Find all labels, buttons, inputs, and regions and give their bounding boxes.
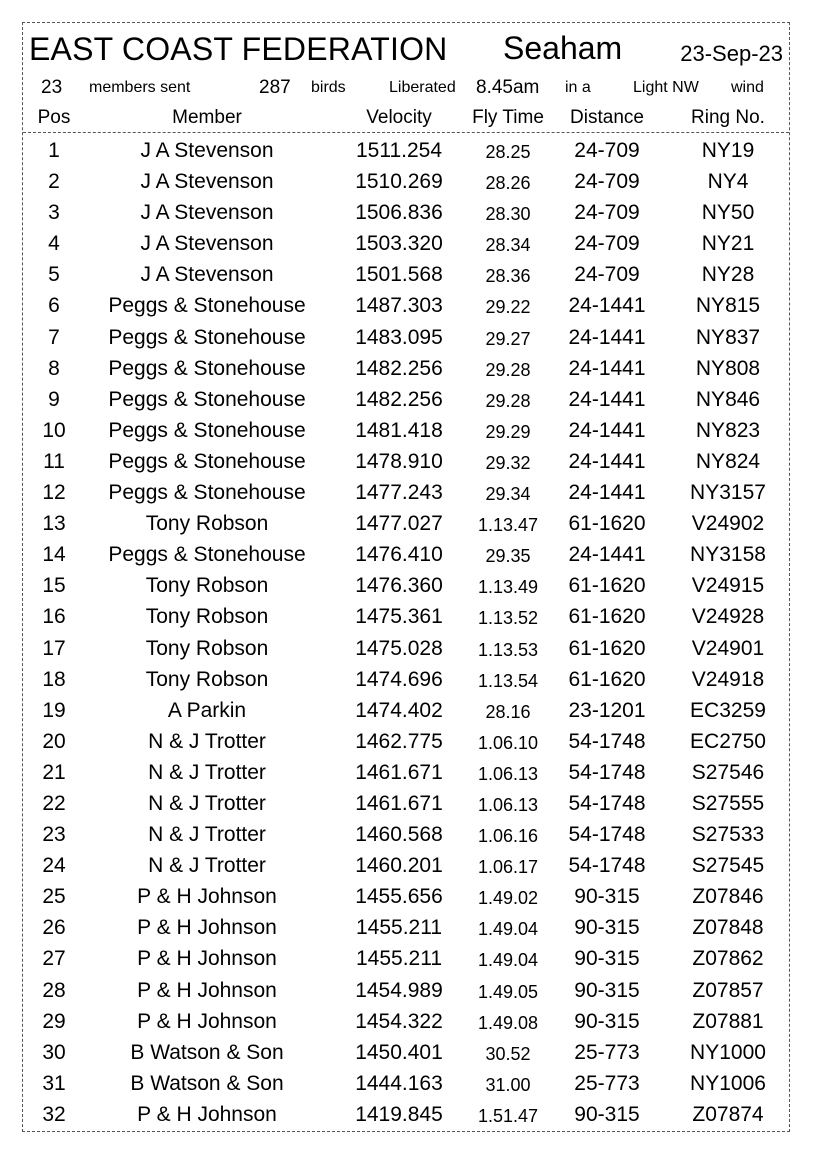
result-velocity: 1419.845 xyxy=(355,1102,443,1126)
result-velocity: 1455.656 xyxy=(355,885,443,909)
wind-label: wind xyxy=(731,79,764,96)
result-velocity: 1475.361 xyxy=(355,605,443,629)
result-ring: NY808 xyxy=(695,356,761,380)
result-distance: 25-773 xyxy=(574,1071,640,1095)
result-fly-time: 29.34 xyxy=(485,484,531,505)
result-ring: NY824 xyxy=(695,449,761,473)
result-pos: 15 xyxy=(42,574,66,598)
result-distance: 24-709 xyxy=(574,201,640,225)
result-velocity: 1478.910 xyxy=(355,449,443,473)
result-velocity: 1460.568 xyxy=(355,823,443,847)
result-ring: NY28 xyxy=(701,263,755,287)
result-distance: 54-1748 xyxy=(568,823,646,847)
result-fly-time: 31.00 xyxy=(485,1074,531,1095)
result-ring: NY3157 xyxy=(690,481,766,505)
title-row xyxy=(23,27,789,73)
table-row xyxy=(23,385,789,416)
result-fly-time: 1.49.05 xyxy=(477,981,539,1002)
members-count: 23 xyxy=(41,77,63,98)
result-member: N & J Trotter xyxy=(148,854,266,878)
federation-title: EAST COAST FEDERATION xyxy=(29,31,448,67)
result-velocity: 1454.322 xyxy=(355,1009,443,1033)
col-header-velocity: Velocity xyxy=(366,107,432,128)
result-pos: 8 xyxy=(48,356,60,380)
result-distance: 54-1748 xyxy=(568,760,646,784)
result-velocity: 1461.671 xyxy=(355,791,443,815)
result-distance: 54-1748 xyxy=(568,854,646,878)
result-pos: 26 xyxy=(42,916,66,940)
result-fly-time: 1.49.08 xyxy=(477,1012,539,1033)
result-pos: 20 xyxy=(42,729,66,753)
result-ring: EC3259 xyxy=(690,698,766,722)
result-distance: 24-1441 xyxy=(568,418,646,442)
result-distance: 90-315 xyxy=(574,1102,640,1126)
result-fly-time: 1.06.13 xyxy=(477,794,539,815)
result-pos: 17 xyxy=(42,636,66,660)
result-member: J A Stevenson xyxy=(140,139,274,162)
result-member: Tony Robson xyxy=(145,574,269,598)
result-distance: 90-315 xyxy=(574,916,640,940)
result-member: N & J Trotter xyxy=(148,760,266,784)
result-member: P & H Johnson xyxy=(137,947,277,971)
table-row xyxy=(23,260,789,291)
result-distance: 24-1441 xyxy=(568,356,646,380)
result-member: N & J Trotter xyxy=(148,729,266,753)
result-velocity: 1455.211 xyxy=(355,947,443,971)
birds-count: 287 xyxy=(259,77,291,98)
result-distance: 54-1748 xyxy=(568,729,646,753)
result-pos: 22 xyxy=(42,791,66,815)
result-distance: 24-1441 xyxy=(568,294,646,318)
result-distance: 61-1620 xyxy=(568,574,646,598)
table-row xyxy=(23,789,789,820)
result-ring: S27533 xyxy=(691,823,765,847)
result-ring: NY19 xyxy=(701,139,755,162)
table-row xyxy=(23,602,789,633)
result-distance: 24-1441 xyxy=(568,449,646,473)
result-pos: 21 xyxy=(42,760,66,784)
result-ring: Z07862 xyxy=(692,947,764,971)
result-pos: 5 xyxy=(48,263,60,287)
result-velocity: 1476.410 xyxy=(355,543,443,567)
result-distance: 25-773 xyxy=(574,1040,640,1064)
col-header-pos: Pos xyxy=(37,107,71,128)
table-row xyxy=(23,136,789,167)
result-pos: 30 xyxy=(42,1040,66,1064)
result-ring: NY21 xyxy=(701,232,755,256)
result-distance: 61-1620 xyxy=(568,512,646,536)
result-fly-time: 29.29 xyxy=(485,421,531,442)
result-velocity: 1487.303 xyxy=(355,294,443,318)
result-fly-time: 29.35 xyxy=(485,546,531,567)
result-member: J A Stevenson xyxy=(140,263,274,287)
result-member: Peggs & Stonehouse xyxy=(108,325,306,349)
table-row xyxy=(23,416,789,447)
result-velocity: 1450.401 xyxy=(355,1040,443,1064)
result-fly-time: 1.49.02 xyxy=(477,888,539,909)
result-ring: NY1000 xyxy=(690,1040,766,1064)
result-velocity: 1510.269 xyxy=(355,170,443,194)
table-row xyxy=(23,323,789,354)
result-distance: 54-1748 xyxy=(568,791,646,815)
result-member: Peggs & Stonehouse xyxy=(108,543,306,567)
result-member: J A Stevenson xyxy=(140,170,274,194)
result-ring: NY815 xyxy=(695,294,761,318)
result-ring: NY1006 xyxy=(690,1071,766,1095)
result-member: P & H Johnson xyxy=(137,1102,277,1126)
result-velocity: 1462.775 xyxy=(355,729,443,753)
table-row xyxy=(23,229,789,260)
table-row xyxy=(23,727,789,758)
result-fly-time: 28.16 xyxy=(485,701,531,722)
table-row xyxy=(23,634,789,665)
result-fly-time: 29.28 xyxy=(485,390,531,411)
table-row xyxy=(23,758,789,789)
in-a-label: in a xyxy=(565,79,591,96)
result-velocity: 1474.696 xyxy=(355,667,443,691)
result-velocity: 1506.836 xyxy=(355,201,443,225)
result-fly-time: 1.13.53 xyxy=(477,639,539,660)
result-fly-time: 1.06.17 xyxy=(477,857,539,878)
result-distance: 24-709 xyxy=(574,232,640,256)
result-member: P & H Johnson xyxy=(137,916,277,940)
result-ring: V24901 xyxy=(691,636,765,660)
result-pos: 32 xyxy=(42,1102,66,1126)
result-velocity: 1503.320 xyxy=(355,232,443,256)
result-distance: 90-315 xyxy=(574,978,640,1002)
result-ring: V24928 xyxy=(691,605,765,629)
table-row xyxy=(23,478,789,509)
column-header-row xyxy=(23,107,789,133)
results-table-body xyxy=(23,136,789,1131)
result-member: A Parkin xyxy=(167,698,247,722)
result-distance: 90-315 xyxy=(574,1009,640,1033)
result-fly-time: 1.06.16 xyxy=(477,826,539,847)
result-pos: 19 xyxy=(42,698,66,722)
table-row xyxy=(23,913,789,944)
result-pos: 14 xyxy=(42,543,66,567)
result-velocity: 1461.671 xyxy=(355,760,443,784)
result-distance: 61-1620 xyxy=(568,605,646,629)
result-pos: 25 xyxy=(42,885,66,909)
result-ring: NY837 xyxy=(695,325,761,349)
result-ring: S27555 xyxy=(691,791,765,815)
result-member: B Watson & Son xyxy=(130,1071,284,1095)
result-member: P & H Johnson xyxy=(137,885,277,909)
result-distance: 23-1201 xyxy=(568,698,646,722)
result-fly-time: 1.13.54 xyxy=(477,670,539,691)
result-ring: S27546 xyxy=(691,760,765,784)
table-row xyxy=(23,882,789,913)
result-fly-time: 28.34 xyxy=(485,235,531,256)
result-ring: NY50 xyxy=(701,201,755,225)
table-row xyxy=(23,1007,789,1038)
result-member: Peggs & Stonehouse xyxy=(108,481,306,505)
result-velocity: 1482.256 xyxy=(355,387,443,411)
col-header-member: Member xyxy=(172,107,242,128)
result-fly-time: 29.27 xyxy=(485,328,531,349)
result-pos: 18 xyxy=(42,667,66,691)
table-row xyxy=(23,820,789,851)
result-distance: 61-1620 xyxy=(568,667,646,691)
table-row xyxy=(23,1069,789,1100)
result-velocity: 1482.256 xyxy=(355,356,443,380)
result-member: N & J Trotter xyxy=(148,823,266,847)
result-member: Tony Robson xyxy=(145,512,269,536)
table-row xyxy=(23,976,789,1007)
result-velocity: 1483.095 xyxy=(355,325,443,349)
result-pos: 31 xyxy=(42,1071,66,1095)
result-pos: 4 xyxy=(48,232,60,256)
result-member: Peggs & Stonehouse xyxy=(108,449,306,473)
table-row xyxy=(23,167,789,198)
results-sheet xyxy=(22,22,790,1132)
result-pos: 7 xyxy=(48,325,60,349)
result-member: B Watson & Son xyxy=(130,1040,284,1064)
result-fly-time: 1.06.13 xyxy=(477,763,539,784)
result-fly-time: 29.28 xyxy=(485,359,531,380)
table-row xyxy=(23,944,789,975)
result-pos: 2 xyxy=(48,170,60,194)
race-venue: Seaham xyxy=(503,30,623,66)
result-fly-time: 1.49.04 xyxy=(477,919,539,940)
result-ring: V24915 xyxy=(691,574,765,598)
result-velocity: 1444.163 xyxy=(355,1071,443,1095)
liberated-label: Liberated xyxy=(389,79,456,96)
result-fly-time: 28.25 xyxy=(485,142,531,162)
result-pos: 16 xyxy=(42,605,66,629)
result-velocity: 1511.254 xyxy=(355,139,443,162)
result-pos: 6 xyxy=(48,294,60,318)
result-member: Tony Robson xyxy=(145,667,269,691)
table-row xyxy=(23,1038,789,1069)
result-fly-time: 1.13.47 xyxy=(477,515,539,536)
result-pos: 28 xyxy=(42,978,66,1002)
result-pos: 1 xyxy=(48,139,60,162)
result-member: J A Stevenson xyxy=(140,232,274,256)
result-member: P & H Johnson xyxy=(137,978,277,1002)
result-member: Tony Robson xyxy=(145,636,269,660)
result-distance: 61-1620 xyxy=(568,636,646,660)
birds-label: birds xyxy=(311,79,346,96)
result-distance: 24-1441 xyxy=(568,481,646,505)
table-row xyxy=(23,447,789,478)
result-pos: 9 xyxy=(48,387,60,411)
result-pos: 10 xyxy=(42,418,66,442)
result-fly-time: 30.52 xyxy=(485,1043,531,1064)
result-pos: 24 xyxy=(42,854,66,878)
result-distance: 24-1441 xyxy=(568,325,646,349)
result-member: Peggs & Stonehouse xyxy=(108,356,306,380)
liberated-time: 8.45am xyxy=(476,77,540,98)
result-pos: 27 xyxy=(42,947,66,971)
result-fly-time: 28.26 xyxy=(485,173,531,194)
result-member: Peggs & Stonehouse xyxy=(108,418,306,442)
col-header-fly-time: Fly Time xyxy=(472,107,544,128)
table-row xyxy=(23,540,789,571)
result-velocity: 1475.028 xyxy=(355,636,443,660)
result-velocity: 1460.201 xyxy=(355,854,443,878)
result-fly-time: 29.32 xyxy=(485,452,531,473)
table-row xyxy=(23,571,789,602)
result-velocity: 1455.211 xyxy=(355,916,443,940)
table-row xyxy=(23,851,789,882)
result-fly-time: 29.22 xyxy=(485,297,531,318)
result-ring: Z07848 xyxy=(692,916,764,940)
result-member: Peggs & Stonehouse xyxy=(108,387,306,411)
result-pos: 23 xyxy=(42,823,66,847)
result-ring: NY823 xyxy=(695,418,761,442)
members-label: members sent xyxy=(89,79,191,96)
result-member: Tony Robson xyxy=(145,605,269,629)
result-ring: EC2750 xyxy=(690,729,766,753)
result-fly-time: 1.13.52 xyxy=(477,608,539,629)
table-row xyxy=(23,354,789,385)
result-distance: 24-709 xyxy=(574,139,640,162)
result-fly-time: 28.30 xyxy=(485,204,531,225)
result-distance: 24-709 xyxy=(574,170,640,194)
result-distance: 90-315 xyxy=(574,947,640,971)
result-pos: 11 xyxy=(43,449,65,473)
result-member: J A Stevenson xyxy=(140,201,274,225)
result-velocity: 1501.568 xyxy=(355,263,443,287)
result-pos: 13 xyxy=(42,512,66,536)
result-fly-time: 1.51.47 xyxy=(477,1105,539,1126)
result-fly-time: 1.06.10 xyxy=(477,732,539,753)
result-fly-time: 28.36 xyxy=(485,266,531,287)
result-ring: V24902 xyxy=(691,512,765,536)
table-row xyxy=(23,291,789,322)
result-ring: Z07874 xyxy=(692,1102,764,1126)
table-row xyxy=(23,1100,789,1131)
result-distance: 24-709 xyxy=(574,263,640,287)
result-ring: V24918 xyxy=(691,667,765,691)
result-pos: 3 xyxy=(48,201,60,225)
result-velocity: 1474.402 xyxy=(355,698,443,722)
result-distance: 24-1441 xyxy=(568,543,646,567)
result-distance: 90-315 xyxy=(574,885,640,909)
result-velocity: 1476.360 xyxy=(355,574,443,598)
result-pos: 29 xyxy=(42,1009,66,1033)
result-ring: Z07881 xyxy=(692,1009,764,1033)
result-member: N & J Trotter xyxy=(148,791,266,815)
col-header-ring: Ring No. xyxy=(691,107,765,128)
race-date: 23-Sep-23 xyxy=(680,41,783,66)
table-row xyxy=(23,509,789,540)
table-row xyxy=(23,665,789,696)
result-ring: Z07857 xyxy=(692,978,764,1002)
result-pos: 12 xyxy=(42,481,66,505)
result-velocity: 1454.989 xyxy=(355,978,443,1002)
result-fly-time: 1.49.04 xyxy=(477,950,539,971)
result-ring: Z07846 xyxy=(692,885,764,909)
result-member: P & H Johnson xyxy=(137,1009,277,1033)
col-header-distance: Distance xyxy=(570,107,644,128)
result-ring: NY3158 xyxy=(690,543,766,567)
wind-description: Light NW xyxy=(633,79,699,96)
result-ring: S27545 xyxy=(691,854,765,878)
result-fly-time: 1.13.49 xyxy=(477,577,539,598)
result-member: Peggs & Stonehouse xyxy=(108,294,306,318)
result-velocity: 1477.027 xyxy=(355,512,443,536)
result-ring: NY846 xyxy=(695,387,761,411)
table-row xyxy=(23,696,789,727)
table-row xyxy=(23,198,789,229)
result-ring: NY4 xyxy=(707,170,749,194)
result-velocity: 1481.418 xyxy=(355,418,443,442)
result-velocity: 1477.243 xyxy=(355,481,443,505)
race-info-row xyxy=(23,77,789,103)
result-distance: 24-1441 xyxy=(568,387,646,411)
